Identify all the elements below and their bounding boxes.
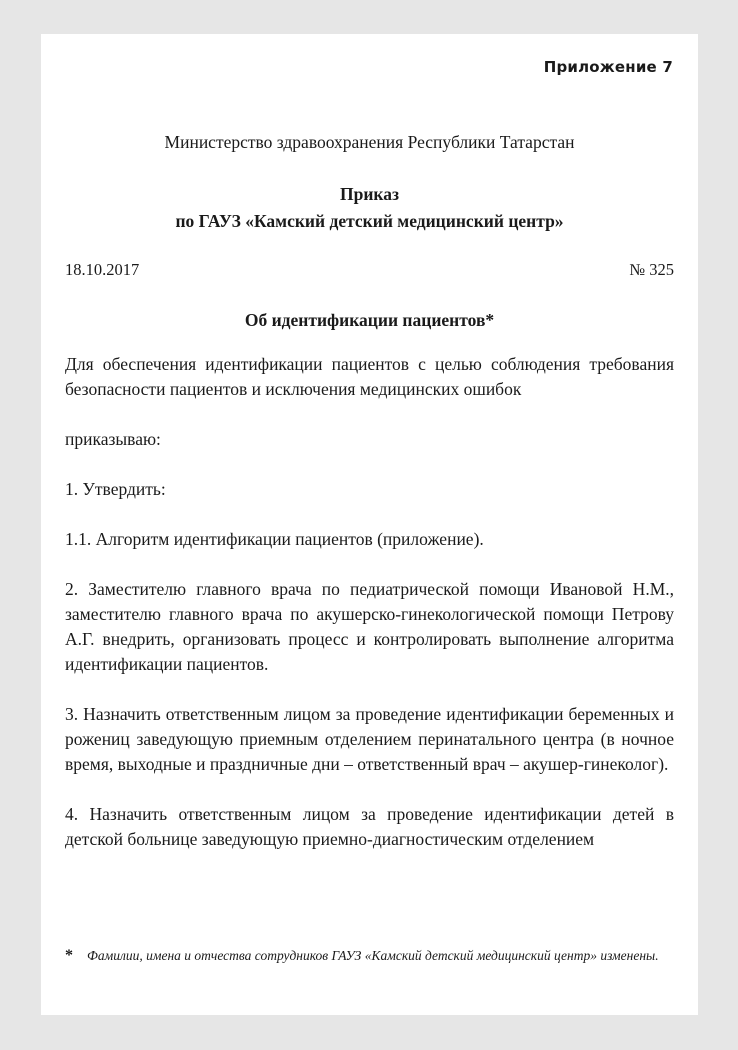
- order-number: № 325: [629, 260, 674, 279]
- order-title: [41, 181, 698, 235]
- order-title-line1: Приказ: [339, 184, 400, 204]
- order-title-line2: по ГАУЗ «Камский детский медицинский центр»: [175, 211, 564, 231]
- order-date: 18.10.2017: [65, 260, 140, 279]
- paragraph-preamble: Для обеспечения идентификации пациентов с целью соблюдения требования безопасности пациентов и исключения медицинских ошибок: [65, 354, 674, 399]
- footnote-text: Фамилии, имена и отчества сотрудников ГАУЗ «Камский детский медицинский центр» изменены.: [87, 948, 659, 963]
- paragraph-item-2: 2. Заместителю главного врача по педиатрической помощи Ивановой Н.М., заместителю главного врача по акушерско-гинекологической помощи Петрову А.Г. внедрить, организовать процесс и контролировать выполнение алгоритма идентификации пациентов.: [65, 579, 674, 674]
- appendix-label: Приложение 7: [543, 58, 673, 76]
- footnote: [65, 945, 682, 966]
- paragraph-item-4: 4. Назначить ответственным лицом за проведение идентификации детей в детской больнице заведующую приемно-диагностическим отделением: [65, 804, 674, 849]
- order-body: [65, 352, 674, 877]
- footnote-marker: *: [65, 947, 73, 964]
- document-page: [41, 34, 698, 1015]
- paragraph-item-1-1: 1.1. Алгоритм идентификации пациентов (приложение).: [65, 529, 484, 549]
- paragraph-command: приказываю:: [65, 429, 161, 449]
- paragraph-item-1: 1. Утвердить:: [65, 479, 166, 499]
- paragraph-item-3: 3. Назначить ответственным лицом за проведение идентификации беременных и рожениц заведующую приемным отделением перинатального центра (в ночное время, выходные и праздничные дни – ответственный врач – акушер-гинеколог).: [65, 704, 674, 774]
- order-subject: Об идентификации пациентов*: [244, 310, 495, 330]
- ministry-name: Министерство здравоохранения Республики Татарстан: [164, 132, 575, 152]
